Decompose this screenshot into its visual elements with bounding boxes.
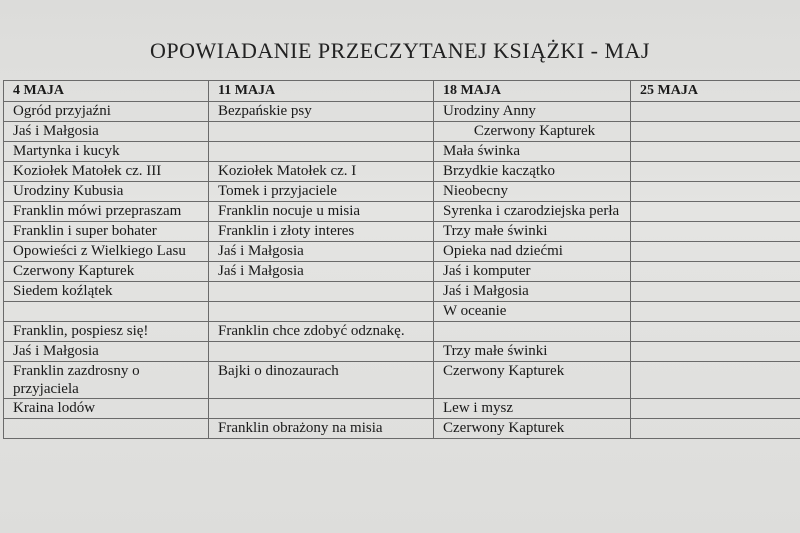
table-cell: Syrenka i czarodziejska perła [434,202,631,222]
table-cell: Jaś i Małgosia [209,262,434,282]
table-cell: Kraina lodów [4,399,209,419]
table-cell [209,122,434,142]
table-row [4,102,800,122]
table-cell: Urodziny Anny [434,102,631,122]
table-row [4,302,800,322]
column-header: 18 MAJA [434,81,631,102]
table-cell [631,102,800,122]
column-header: 25 MAJA [631,81,800,102]
table-cell [4,419,209,439]
table-row [4,202,800,222]
table-cell [631,182,800,202]
table-cell: Franklin obrażony na misia [209,419,434,439]
table-cell [631,142,800,162]
table-row [4,419,800,439]
table-cell [631,162,800,182]
header-row [4,81,800,102]
table-cell [209,302,434,322]
table-cell: Trzy małe świnki [434,222,631,242]
reading-table [3,80,800,439]
table-cell: Franklin zazdrosny o przyjaciela [4,362,209,399]
table-cell: Franklin nocuje u misia [209,202,434,222]
table-cell [631,362,800,399]
table-row [4,399,800,419]
table-cell: Czerwony Kapturek [434,122,631,142]
table-cell: Jaś i Małgosia [209,242,434,262]
table-cell: Martynka i kucyk [4,142,209,162]
table-cell: Bezpańskie psy [209,102,434,122]
table-cell: Franklin i super bohater [4,222,209,242]
table-row [4,242,800,262]
table-cell [631,122,800,142]
table-cell [209,399,434,419]
table-cell [209,342,434,362]
table-cell: Jaś i komputer [434,262,631,282]
table-cell: Jaś i Małgosia [4,122,209,142]
table-row [4,322,800,342]
table-cell: Czerwony Kapturek [434,362,631,399]
table-cell [631,302,800,322]
table-cell: Czerwony Kapturek [4,262,209,282]
table-cell: Nieobecny [434,182,631,202]
table-cell: Franklin, pospiesz się! [4,322,209,342]
table-cell: Opowieści z Wielkiego Lasu [4,242,209,262]
table-cell: Franklin chce zdobyć odznakę. [209,322,434,342]
table-cell [631,399,800,419]
table-row [4,142,800,162]
table-row [4,362,800,399]
table-cell: Ogród przyjaźni [4,102,209,122]
table-cell: Lew i mysz [434,399,631,419]
table-cell [631,282,800,302]
table-cell: Tomek i przyjaciele [209,182,434,202]
table-cell [631,202,800,222]
table-cell [631,342,800,362]
table-cell [209,142,434,162]
table-cell: Siedem koźlątek [4,282,209,302]
table-cell: Brzydkie kaczątko [434,162,631,182]
table-cell [209,282,434,302]
table-cell: Opieka nad dziećmi [434,242,631,262]
table-cell: Koziołek Matołek cz. III [4,162,209,182]
table-cell: Mała świnka [434,142,631,162]
table-cell: Trzy małe świnki [434,342,631,362]
table-row [4,282,800,302]
table-cell [631,222,800,242]
table-cell: W oceanie [434,302,631,322]
table-row [4,222,800,242]
table-row [4,342,800,362]
table-row [4,162,800,182]
table-cell [434,322,631,342]
table-cell: Jaś i Małgosia [4,342,209,362]
column-header: 4 MAJA [4,81,209,102]
table-cell [631,419,800,439]
table-cell [631,322,800,342]
table-row [4,262,800,282]
table-cell: Franklin i złoty interes [209,222,434,242]
table-cell [631,242,800,262]
column-header: 11 MAJA [209,81,434,102]
table-row [4,122,800,142]
table-cell [4,302,209,322]
table-cell: Franklin mówi przepraszam [4,202,209,222]
table-cell [631,262,800,282]
table-cell: Czerwony Kapturek [434,419,631,439]
table-cell: Bajki o dinozaurach [209,362,434,399]
table-cell: Koziołek Matołek cz. I [209,162,434,182]
table-row [4,182,800,202]
page-title: OPOWIADANIE PRZECZYTANEJ KSIĄŻKI - MAJ [150,38,650,63]
table-cell: Jaś i Małgosia [434,282,631,302]
table-cell: Urodziny Kubusia [4,182,209,202]
